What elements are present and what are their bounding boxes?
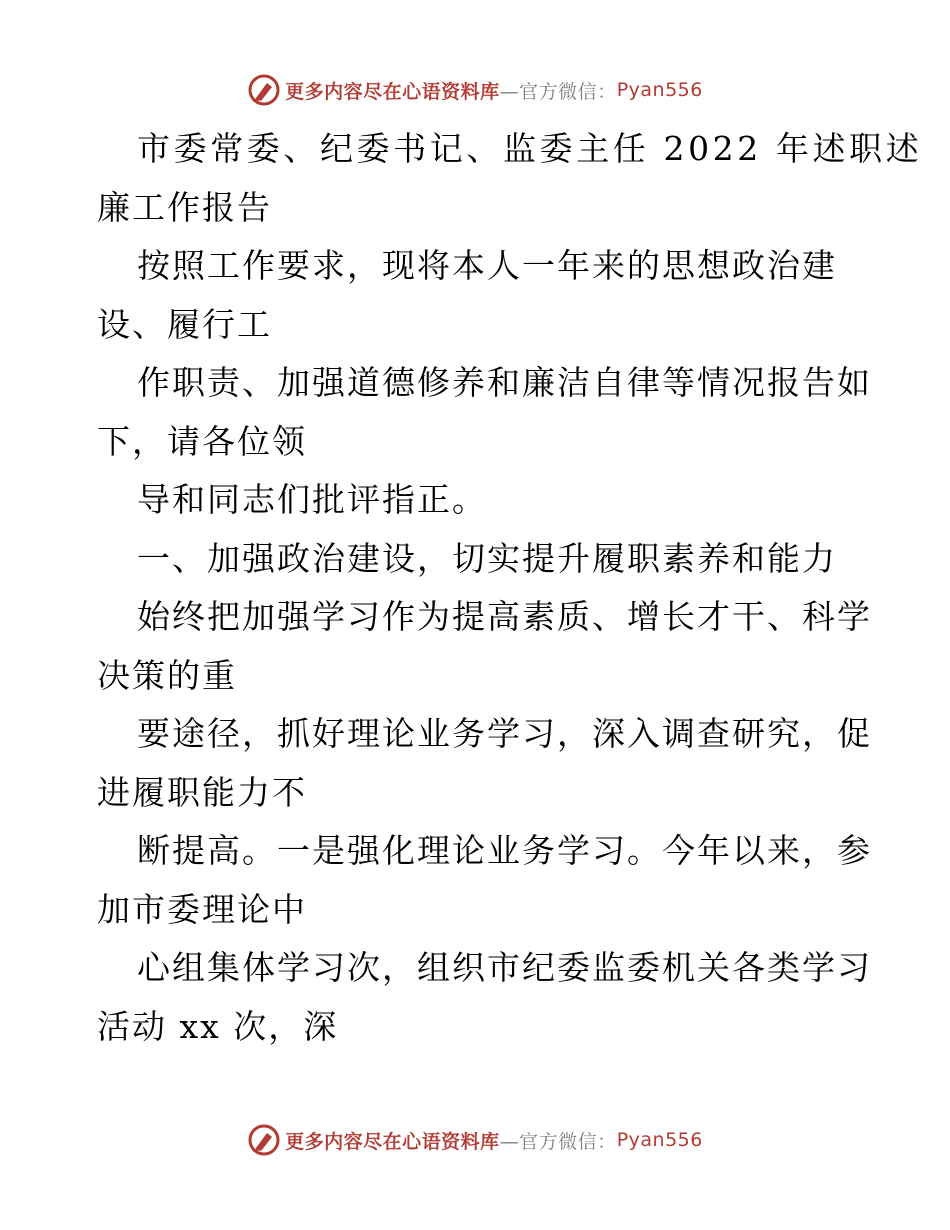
- text-line: 作职责、加强道德修养和廉洁自律等情况报告如: [137, 363, 872, 402]
- text-line: 心组集体学习次，组织市纪委监委机关各类学习: [137, 948, 872, 987]
- section-heading: 一、加强政治建设，切实提升履职素养和能力: [137, 538, 837, 578]
- text-line: 决策的重: [97, 655, 237, 695]
- text-line: 活动 xx 次，深: [97, 1006, 339, 1046]
- banner-text-wechat-label: —官方微信：: [499, 1130, 617, 1153]
- text-line: 加市委理论中: [97, 889, 307, 929]
- text-line: 下，请各位领: [97, 421, 307, 461]
- header-banner: [0, 70, 950, 110]
- pen-circle-icon: [247, 73, 281, 107]
- pen-circle-icon: [247, 1123, 281, 1157]
- banner-text-wechat-id: Pyan556: [616, 79, 703, 101]
- text-line: 进履职能力不: [97, 772, 307, 812]
- text-line: 市委常委、纪委书记、监委主任 2022 年述职述: [137, 129, 923, 168]
- text-line: 按照工作要求，现将本人一年来的思想政治建: [137, 246, 837, 285]
- banner-text-wechat-id: Pyan556: [616, 1129, 703, 1151]
- text-line: 断提高。一是强化理论业务学习。今年以来，参: [137, 831, 872, 870]
- banner-text-wechat-label: —官方微信：: [499, 80, 617, 103]
- text-line: 始终把加强学习作为提高素质、增长才干、科学: [137, 597, 872, 636]
- banner-text-site: 更多内容尽在心语资料库: [285, 80, 500, 103]
- text-line: 导和同志们批评指正。: [137, 480, 487, 519]
- footer-banner: [0, 1120, 950, 1160]
- text-line: 要途径，抓好理论业务学习，深入调查研究，促: [137, 714, 872, 753]
- text-line: 廉工作报告: [97, 187, 272, 227]
- document-body: [97, 120, 923, 1056]
- text-line: 设、履行工: [97, 304, 272, 344]
- banner-text-site: 更多内容尽在心语资料库: [285, 1130, 500, 1153]
